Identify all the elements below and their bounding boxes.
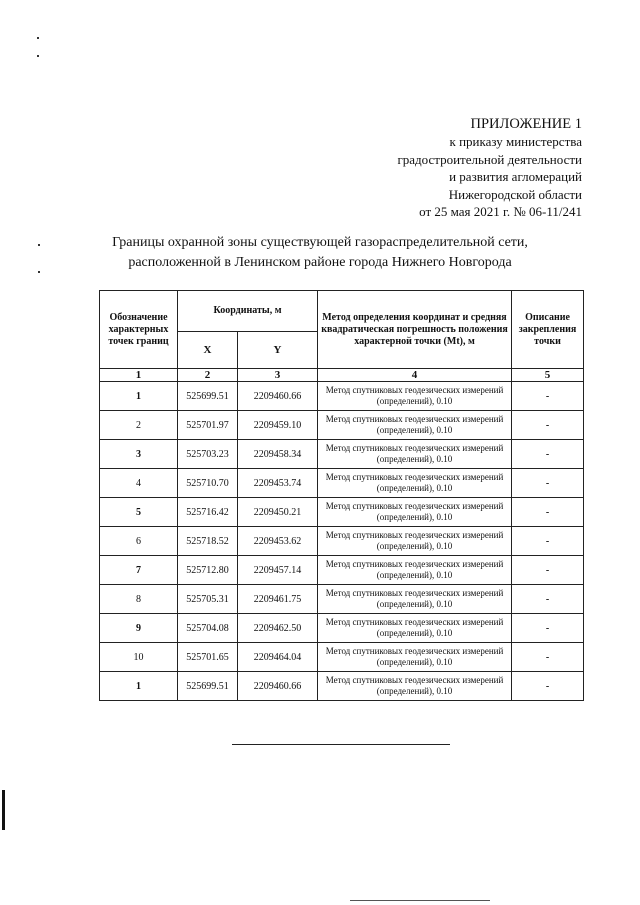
table-row <box>100 411 584 440</box>
method-text: Метод спутниковых геодезических измерений (определений), 0.10 <box>318 614 512 643</box>
method-text: Метод спутниковых геодезических измерений (определений), 0.10 <box>318 643 512 672</box>
point-id: 1 <box>100 382 178 411</box>
point-id: 4 <box>100 469 178 498</box>
table-row <box>100 556 584 585</box>
fixation-value: - <box>512 585 584 614</box>
coord-x: 525705.31 <box>178 585 238 614</box>
header-coordinates: Координаты, м <box>178 291 318 332</box>
scan-speck <box>37 55 39 57</box>
header-y: Y <box>238 332 318 369</box>
point-id: 8 <box>100 585 178 614</box>
table-row <box>100 672 584 701</box>
coord-y: 2209458.34 <box>238 440 318 469</box>
column-number: 5 <box>512 369 584 382</box>
point-id: 9 <box>100 614 178 643</box>
fixation-value: - <box>512 672 584 701</box>
coord-y: 2209464.04 <box>238 643 318 672</box>
method-text: Метод спутниковых геодезических измерений (определений), 0.10 <box>318 411 512 440</box>
header-line: градостроительной деятельности <box>397 151 582 167</box>
table-row <box>100 382 584 411</box>
method-text: Метод спутниковых геодезических измерений (определений), 0.10 <box>318 469 512 498</box>
column-number: 4 <box>318 369 512 382</box>
coord-x: 525701.65 <box>178 643 238 672</box>
boundary-points-table <box>99 290 584 701</box>
fixation-value: - <box>512 440 584 469</box>
coord-y: 2209462.50 <box>238 614 318 643</box>
header-method: Метод определения координат и средняя квадратическая погрешность положения характерной точки (Mt), м <box>318 291 512 369</box>
column-number: 2 <box>178 369 238 382</box>
point-id: 1 <box>100 672 178 701</box>
scan-edge-mark <box>2 790 5 830</box>
point-id: 10 <box>100 643 178 672</box>
coord-y: 2209461.75 <box>238 585 318 614</box>
header-line: и развития агломераций <box>449 169 582 185</box>
fixation-value: - <box>512 498 584 527</box>
coord-x: 525718.52 <box>178 527 238 556</box>
fixation-value: - <box>512 556 584 585</box>
point-id: 6 <box>100 527 178 556</box>
method-text: Метод спутниковых геодезических измерений (определений), 0.10 <box>318 440 512 469</box>
method-text: Метод спутниковых геодезических измерений (определений), 0.10 <box>318 527 512 556</box>
coord-x: 525710.70 <box>178 469 238 498</box>
coord-x: 525704.08 <box>178 614 238 643</box>
coord-x: 525716.42 <box>178 498 238 527</box>
method-text: Метод спутниковых геодезических измерений (определений), 0.10 <box>318 585 512 614</box>
fixation-value: - <box>512 614 584 643</box>
table-row <box>100 440 584 469</box>
column-number-row <box>100 369 584 382</box>
coord-x: 525701.97 <box>178 411 238 440</box>
header-line: Нижегородской области <box>448 186 582 202</box>
coord-x: 525699.51 <box>178 672 238 701</box>
fixation-value: - <box>512 643 584 672</box>
fixation-value: - <box>512 469 584 498</box>
coord-x: 525699.51 <box>178 382 238 411</box>
coord-x: 525703.23 <box>178 440 238 469</box>
coord-y: 2209453.74 <box>238 469 318 498</box>
coord-y: 2209459.10 <box>238 411 318 440</box>
column-number: 1 <box>100 369 178 382</box>
scan-footer-line <box>350 900 490 901</box>
table-row <box>100 643 584 672</box>
table-row <box>100 527 584 556</box>
header-fixation: Описание закрепления точки <box>512 291 584 369</box>
method-text: Метод спутниковых геодезических измерений (определений), 0.10 <box>318 672 512 701</box>
appendix-number: ПРИЛОЖЕНИЕ 1 <box>470 116 582 132</box>
method-text: Метод спутниковых геодезических измерений (определений), 0.10 <box>318 382 512 411</box>
fixation-value: - <box>512 411 584 440</box>
table-row <box>100 498 584 527</box>
title-line: расположенной в Ленинском районе города Нижнего Новгорода <box>128 255 512 270</box>
order-date-number: от 25 мая 2021 г. № 06-11/241 <box>419 204 582 220</box>
column-number: 3 <box>238 369 318 382</box>
point-id: 5 <box>100 498 178 527</box>
coord-y: 2209460.66 <box>238 672 318 701</box>
coord-x: 525712.80 <box>178 556 238 585</box>
header-point-designation: Обозначение характерных точек границ <box>100 291 178 369</box>
coord-y: 2209460.66 <box>238 382 318 411</box>
header-line: к приказу министерства <box>449 134 582 150</box>
scan-speck <box>37 37 39 39</box>
method-text: Метод спутниковых геодезических измерений (определений), 0.10 <box>318 498 512 527</box>
document-title <box>0 233 640 273</box>
point-id: 3 <box>100 440 178 469</box>
point-id: 7 <box>100 556 178 585</box>
header-x: X <box>178 332 238 369</box>
coord-y: 2209450.21 <box>238 498 318 527</box>
table-row <box>100 585 584 614</box>
coord-y: 2209457.14 <box>238 556 318 585</box>
appendix-header <box>397 116 582 220</box>
title-line: Границы охранной зоны существующей газораспределительной сети, <box>112 235 528 250</box>
fixation-value: - <box>512 527 584 556</box>
fixation-value: - <box>512 382 584 411</box>
end-separator-line <box>232 744 450 745</box>
method-text: Метод спутниковых геодезических измерений (определений), 0.10 <box>318 556 512 585</box>
point-id: 2 <box>100 411 178 440</box>
table-row <box>100 469 584 498</box>
table-row <box>100 614 584 643</box>
coord-y: 2209453.62 <box>238 527 318 556</box>
